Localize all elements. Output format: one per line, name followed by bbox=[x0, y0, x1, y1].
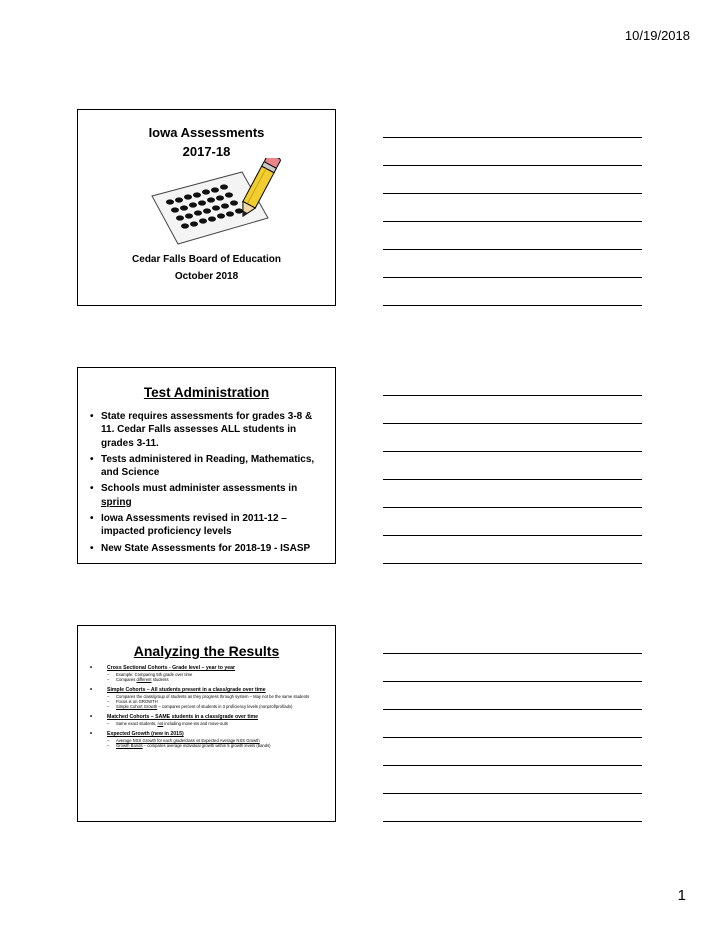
list-item: • New State Assessments for 2018-19 - ISASP bbox=[90, 542, 325, 555]
note-line bbox=[383, 821, 642, 822]
note-line bbox=[383, 709, 642, 710]
slide-3-title: Analyzing the Results bbox=[133, 643, 280, 659]
note-line bbox=[383, 395, 642, 396]
slide-1-footer-line-2: October 2018 bbox=[174, 271, 239, 282]
list-item: • State requires assessments for grades 3-8 & 11. Cedar Falls assesses ALL students in grades 3-11. bbox=[90, 410, 325, 450]
group-heading: Simple Cohorts – All students present in a class/grade over time bbox=[107, 687, 266, 693]
note-line bbox=[383, 137, 642, 138]
sub-item bbox=[107, 704, 327, 709]
note-line bbox=[383, 221, 642, 222]
slide-2 bbox=[77, 367, 336, 564]
sub-item-text: Compares the class/group of students as they progress through system – May not be the same students bbox=[116, 694, 310, 699]
slide-1-footer bbox=[78, 251, 335, 285]
note-line bbox=[383, 737, 642, 738]
list-item: • Tests administered in Reading, Mathematics, and Science bbox=[90, 453, 325, 480]
note-line bbox=[383, 451, 642, 452]
slide-2-bullet-list bbox=[78, 410, 335, 555]
sub-item-text: students bbox=[151, 677, 169, 682]
list-item bbox=[90, 665, 327, 682]
note-line bbox=[383, 193, 642, 194]
note-line bbox=[383, 681, 642, 682]
group-heading: Matched Cohorts – SAME students in a class/grade over time bbox=[107, 714, 259, 720]
note-line bbox=[383, 479, 642, 480]
sub-item-text: not bbox=[157, 721, 164, 726]
list-item bbox=[90, 687, 327, 709]
sub-item-text: Focus is on GROWTH bbox=[116, 699, 158, 704]
slide-1-title bbox=[78, 123, 335, 161]
note-line bbox=[383, 765, 642, 766]
sub-item-text: Growth Bands bbox=[116, 743, 143, 748]
note-line bbox=[383, 249, 642, 250]
list-item bbox=[90, 714, 327, 726]
sub-item-text: Compares bbox=[116, 677, 137, 682]
slide-3 bbox=[77, 625, 336, 822]
slide-2-title: Test Administration bbox=[143, 385, 270, 400]
note-line bbox=[383, 277, 642, 278]
sub-item-text: – compares average individual growth within 5 growth levels (bands) bbox=[142, 743, 271, 748]
sub-item-text: Example: Comparing 5th grade over time bbox=[116, 672, 193, 677]
page-number: 1 bbox=[677, 887, 686, 904]
sub-item-text: Simple Cohort Growth bbox=[116, 704, 158, 709]
note-line bbox=[383, 793, 642, 794]
group-heading: Expected Growth (new in 2015) bbox=[107, 731, 184, 737]
slide-3-bullet-list bbox=[78, 665, 335, 748]
sub-item bbox=[107, 743, 327, 748]
slide-1-title-line-2: 2017-18 bbox=[182, 144, 231, 159]
page-date: 10/19/2018 bbox=[624, 28, 690, 43]
note-line bbox=[383, 423, 642, 424]
bullet-text: Schools must administer assessments in bbox=[101, 483, 298, 495]
sub-item-text: different bbox=[136, 677, 152, 682]
note-line bbox=[383, 165, 642, 166]
sub-item bbox=[107, 677, 327, 682]
note-line bbox=[383, 305, 642, 306]
sub-item-text: Average NSS Growth for each grade/class vs Expected Average NSS Growth bbox=[116, 738, 260, 743]
sub-item-text: including move-ins and move-outs bbox=[163, 721, 228, 726]
test-bubble-sheet-with-pencil-icon bbox=[146, 158, 286, 248]
sub-item-text: Same exact students, bbox=[116, 721, 158, 726]
sub-item bbox=[107, 721, 327, 726]
slide-1 bbox=[77, 109, 336, 306]
sub-item-text: – compares percent of students in 3 proficiency levels (nonprof/prof/adv) bbox=[157, 704, 293, 709]
list-item bbox=[90, 482, 325, 509]
underlined-word: spring bbox=[101, 496, 132, 508]
note-line bbox=[383, 653, 642, 654]
slide-1-title-line-1: Iowa Assessments bbox=[148, 125, 265, 140]
list-item: • Iowa Assessments revised in 2011-12 – impacted proficiency levels bbox=[90, 512, 325, 539]
note-line bbox=[383, 535, 642, 536]
list-item bbox=[90, 731, 327, 748]
note-line bbox=[383, 563, 642, 564]
note-line bbox=[383, 507, 642, 508]
slide-1-footer-line-1: Cedar Falls Board of Education bbox=[132, 254, 281, 265]
group-heading: Cross Sectional Cohorts - Grade level – year to year bbox=[107, 665, 236, 671]
